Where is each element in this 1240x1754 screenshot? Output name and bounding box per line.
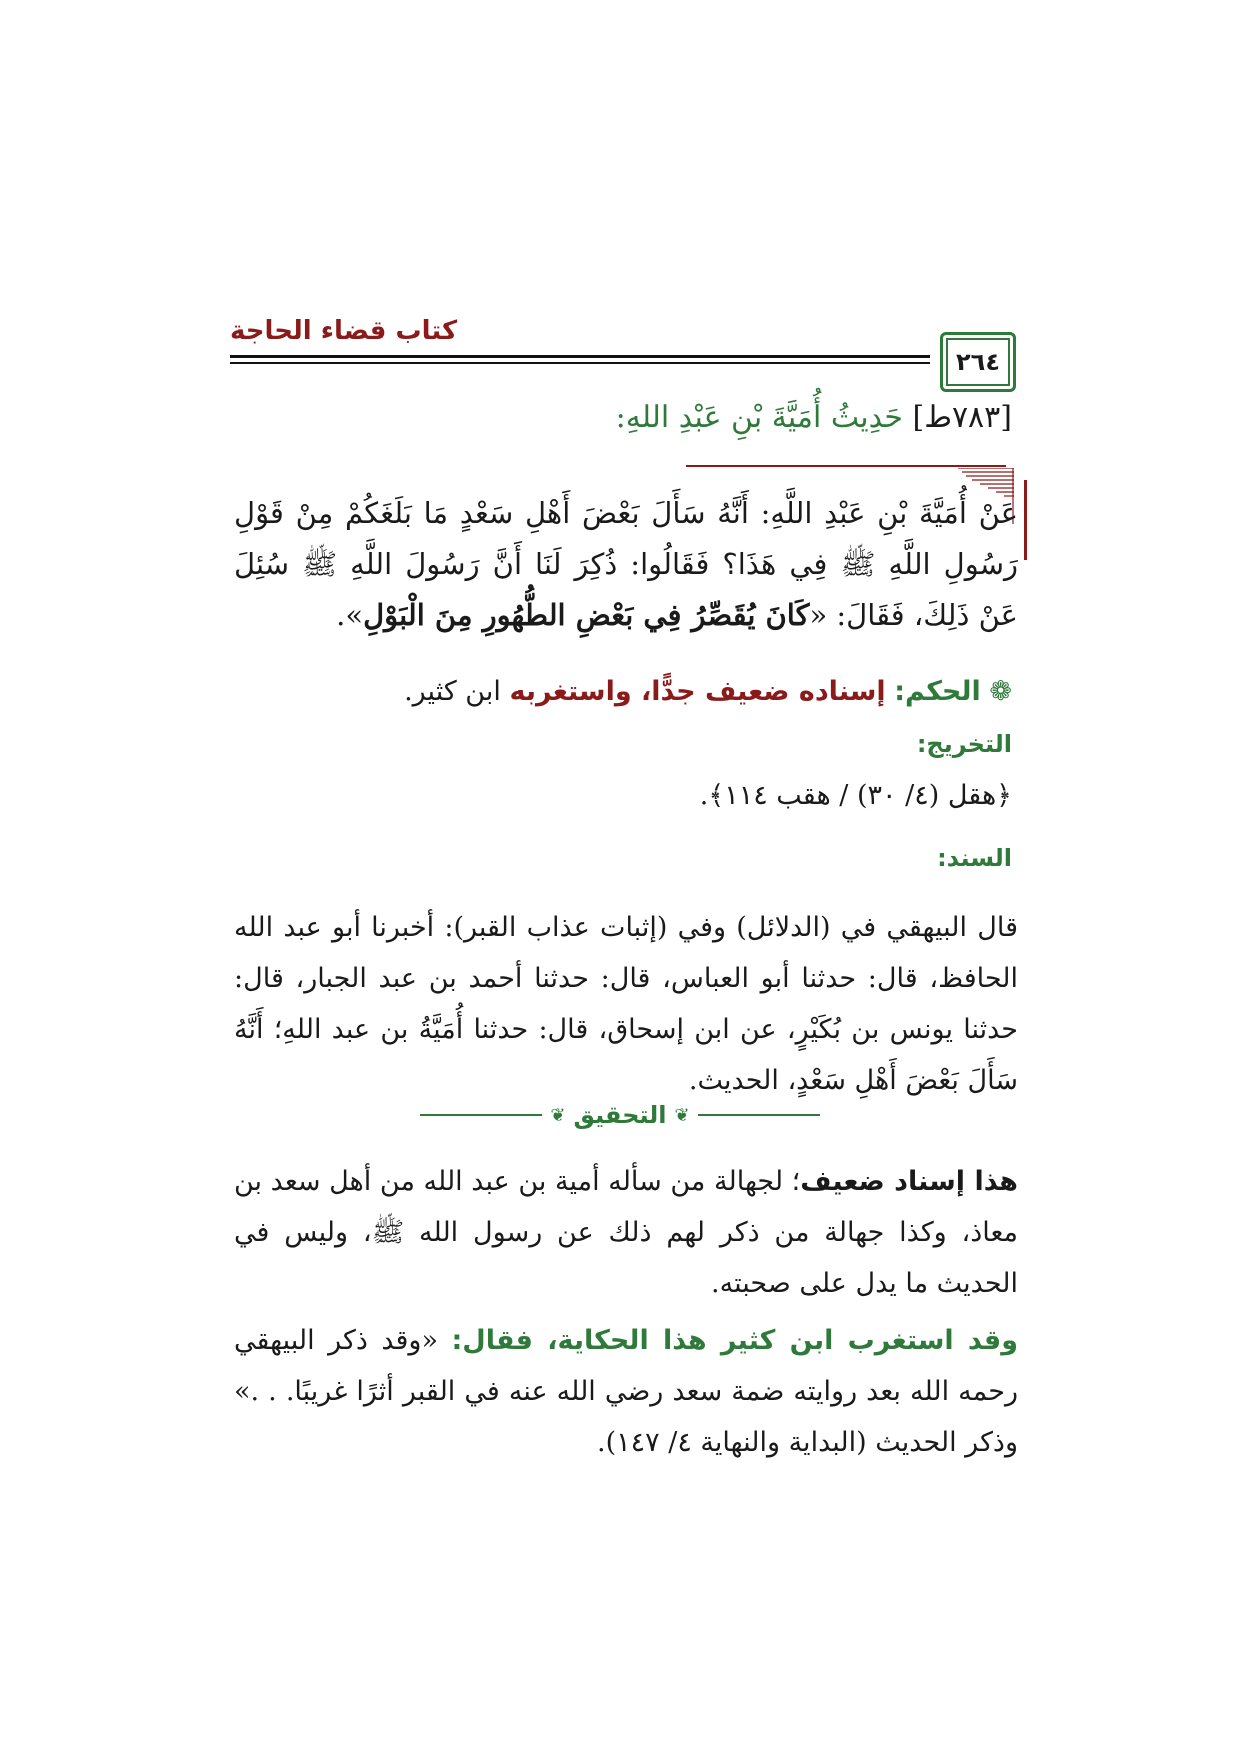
divider-line-left xyxy=(420,1114,542,1116)
ornament-icon: ❦ xyxy=(674,1104,690,1126)
ruling-label: الحكم: xyxy=(894,676,981,707)
heading-rule xyxy=(686,465,1006,467)
sanad-text: قال البيهقي في (الدلائل) وفي (إثبات عذاب القبر): أخبرنا أبو عبد الله الحافظ، قال: حدثنا أبو العباس، قال: حدثنا أحمد بن عبد الجبار، قال: حدثنا يونس بن بُكَيْرٍ، عن ابن إسحاق، قال: حدثنا أُمَيَّةُ بن عبد اللهِ؛ أَنَّهُ سَأَلَ بَعْضَ أَهْلِ سَعْدٍ، الحديث. xyxy=(234,912,1018,1096)
ruling-verdict: إسناده ضعيف جدًّا، واستغربه xyxy=(509,676,886,707)
flower-icon: ❁ xyxy=(989,676,1012,707)
tahqiq-heading: التحقيق xyxy=(573,1101,667,1129)
tahqiq-verdict: هذا إسناد ضعيف xyxy=(800,1166,1019,1197)
tahqiq-divider xyxy=(420,1100,820,1130)
hadith-text-end: ». xyxy=(336,598,364,632)
ornament-icon: ❦ xyxy=(550,1104,566,1126)
takhrij-heading: التخريج: xyxy=(916,730,1012,758)
header-rule-bottom xyxy=(230,362,1012,364)
matn-side-rule xyxy=(1024,480,1027,560)
ibn-kathir-paragraph xyxy=(234,1315,1018,1468)
ruling-rest: ابن كثير. xyxy=(404,676,501,707)
takhrij-text: ﴿هقل (٤/ ٣٠) / هقب ١١٤﴾. xyxy=(699,780,1012,811)
hadith-heading xyxy=(616,400,1012,435)
ibn-kathir-quote: «وقد ذكر البيهقي رحمه الله بعد روايته ضمة سعد رضي الله عنه في القبر أثرًا غريبًا. . .» وذكر الحديث (البداية والنهاية ٤/ ١٤٧). xyxy=(234,1325,1018,1458)
ruling-line xyxy=(404,676,1012,707)
hadith-title: حَدِيثُ أُمَيَّةَ بْنِ عَبْدِ اللهِ: xyxy=(615,400,903,435)
tahqiq-explanation: ؛ لجهالة من سأله أمية بن عبد الله من أهل سعد بن معاذ، وكذا جهالة من ذكر لهم ذلك عن رسول الله ﷺ، وليس في الحديث ما يدل على صحبته. xyxy=(234,1166,1018,1299)
hadith-text-main: عَنْ أُمَيَّةَ بْنِ عَبْدِ اللَّهِ: أَنَّهُ سَأَلَ بَعْضَ أَهْلِ سَعْدٍ مَا بَلَغَكُمْ مِنْ قَوْلِ رَسُولِ اللَّهِ ﷺ فِي هَذَا؟ فَقَالُوا: ذُكِرَ لَنَا أَنَّ رَسُولَ اللَّهِ ﷺ سُئِلَ عَنْ ذَلِكَ، فَقَالَ: « xyxy=(234,496,1018,632)
hadith-text xyxy=(234,488,1018,641)
hadith-text-bold: كَانَ يُقَصِّرُ فِي بَعْضِ الطُّهُورِ مِنَ الْبَوْلِ xyxy=(363,598,810,632)
hadith-number: [٧٨٣ط] xyxy=(912,400,1012,435)
page-number-badge xyxy=(940,332,1016,392)
page-number: ٢٦٤ xyxy=(956,348,1000,376)
tahqiq-paragraph xyxy=(234,1156,1018,1309)
book-title: كتاب قضاء الحاجة xyxy=(230,316,458,346)
sanad-heading: السند: xyxy=(937,844,1012,872)
ibn-kathir-lead: وقد استغرب ابن كثير هذا الحكاية، فقال: xyxy=(451,1325,1018,1356)
header-rule-top xyxy=(230,355,1012,358)
divider-line-right xyxy=(698,1114,820,1116)
